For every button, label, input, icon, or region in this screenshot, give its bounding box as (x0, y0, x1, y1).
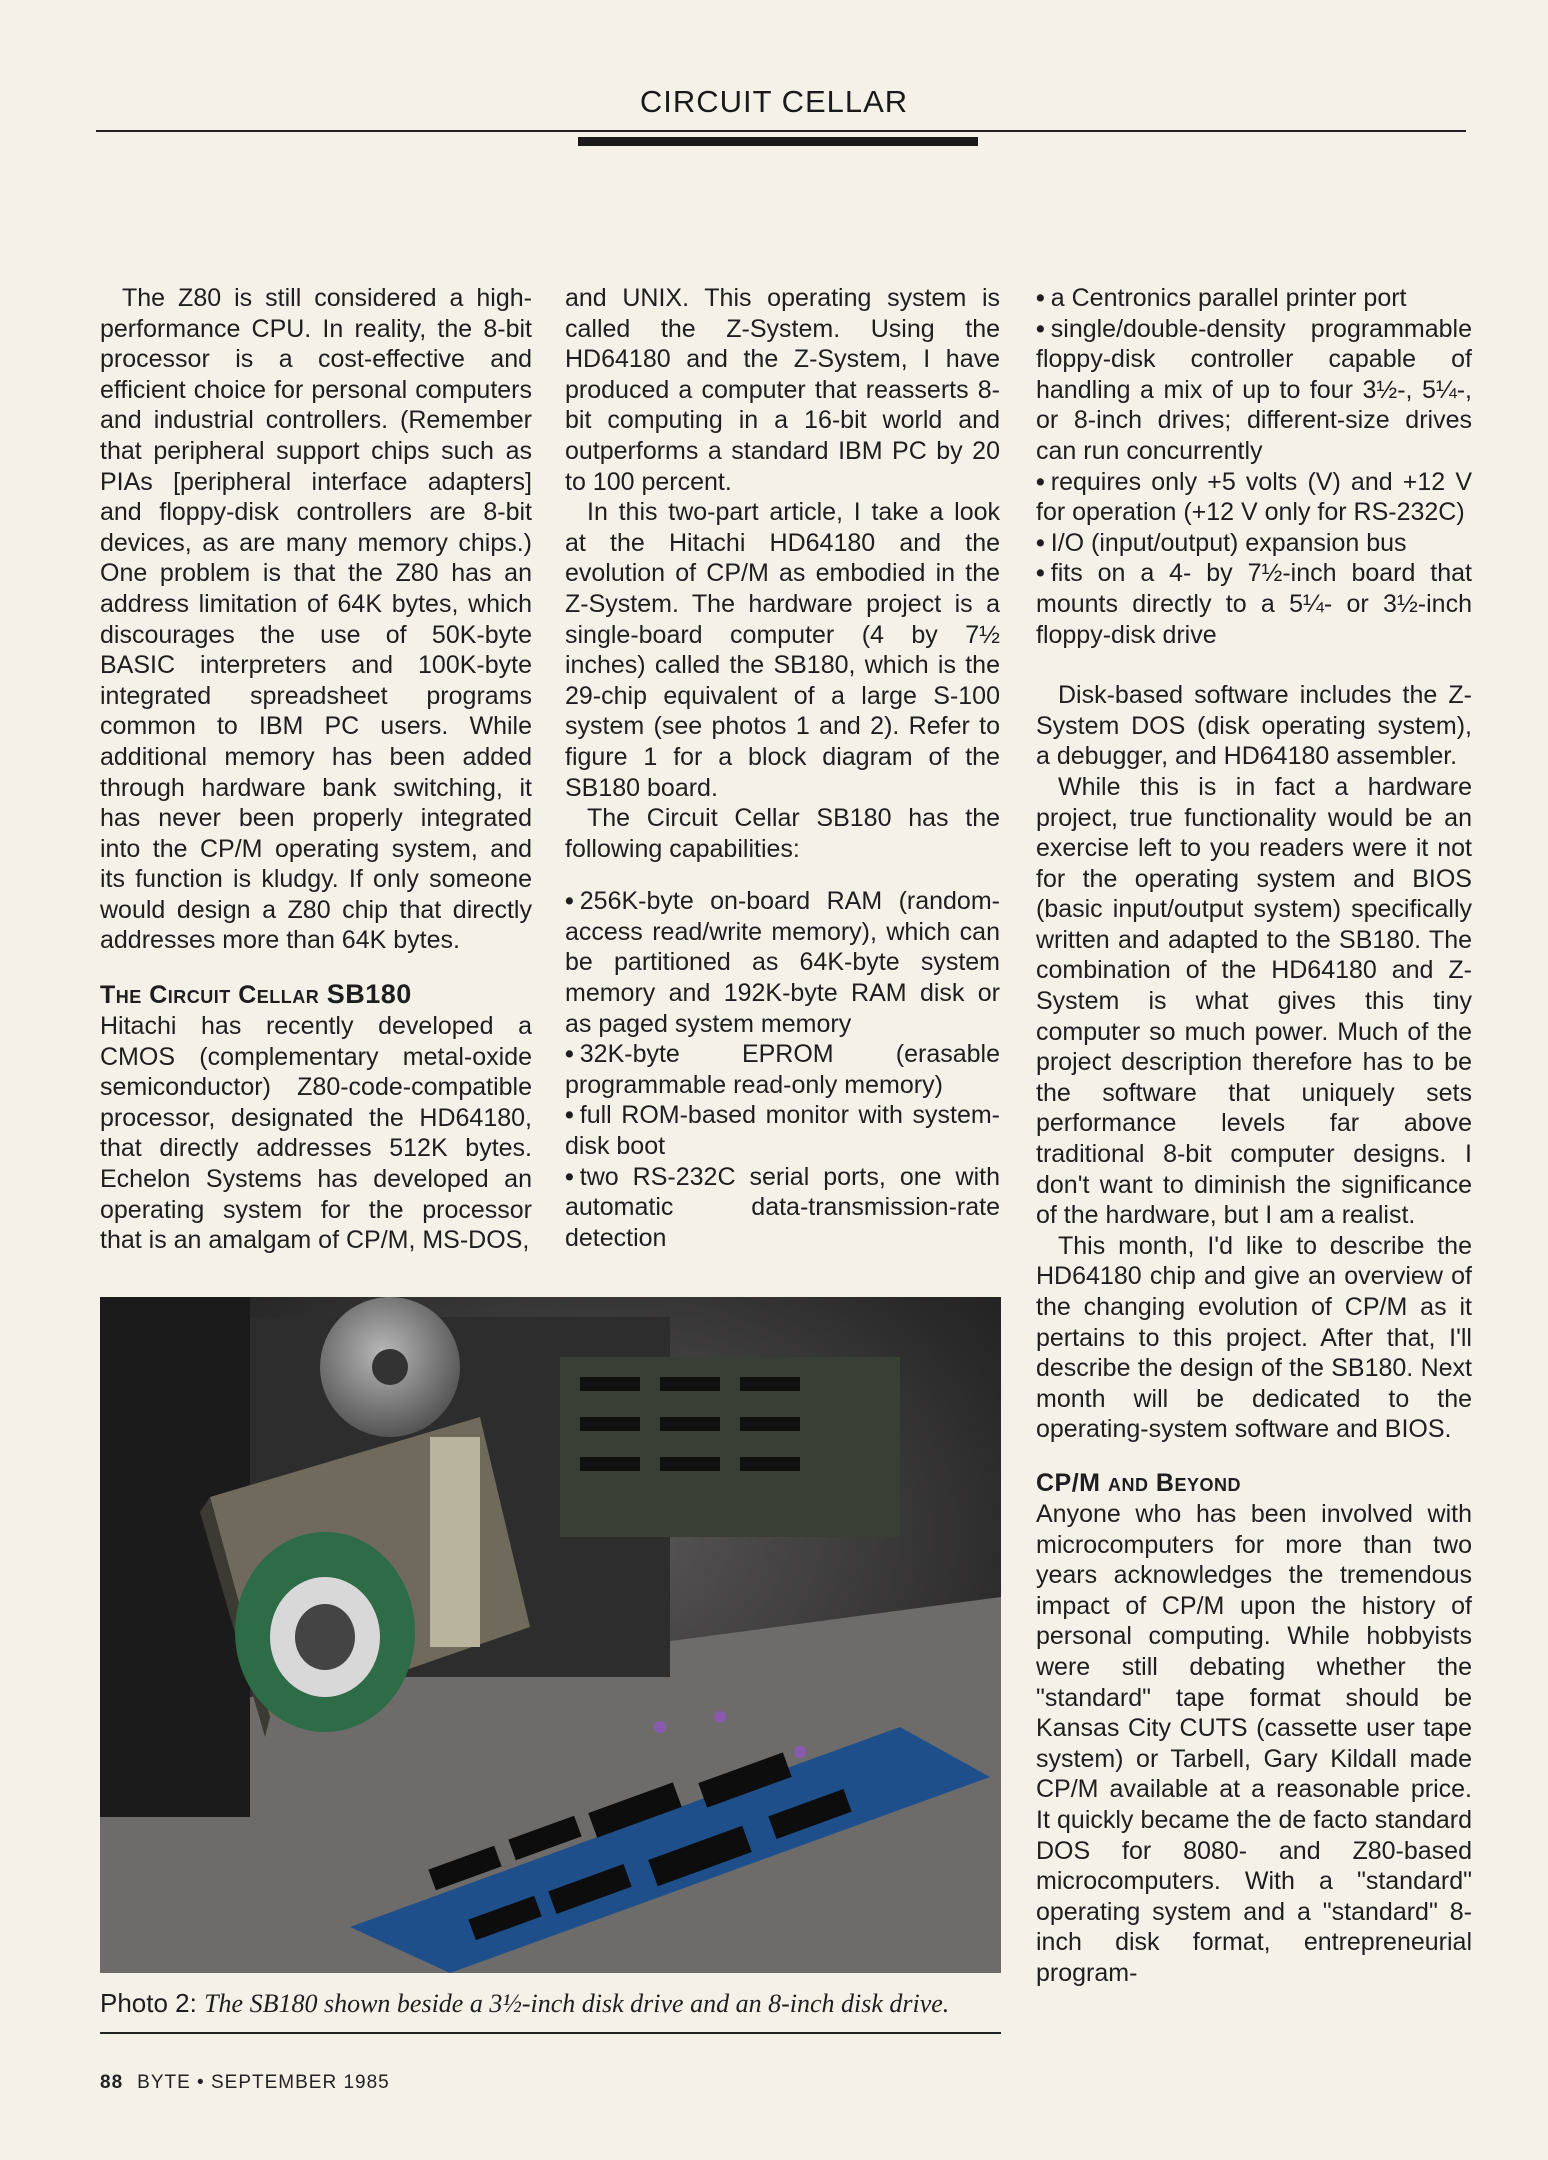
list-item: • fits on a 4- by 7½-inch board that mounts directly to a 5¼- or 3½-inch floppy-disk drive (1036, 559, 1472, 649)
list-item: • two RS-232C serial ports, one with automatic data-transmission-rate detection (565, 1162, 1000, 1252)
paragraph: This month, I'd like to describe the HD64180 chip and give an overview of the changing evolution of CP/M as it pertains to this project. After that, I'll describe the design of the SB180. Next month will be dedicated to the operating-system software and BIOS. (1036, 1231, 1472, 1444)
column-2 (565, 283, 1000, 1253)
paragraph: While this is in fact a hardware project, true functionality would be an exercise left to you readers were it not for the operating system and BIOS (basic input/output system) specifically written and adapted to the SB180. The combination of the HD64180 and Z-System is what gives this tiny computer so much power. Much of the project description therefore has to be the software that uniquely sets performance levels far above traditional 8-bit computer designs. I don't want to diminish the significance of the hardware, but I am a realist. (1036, 772, 1472, 1230)
paragraph: and UNIX. This operating system is called the Z-System. Using the HD64180 and the Z-System, I have produced a computer that reasserts 8-bit computing in a 16-bit world and outperforms a standard IBM PC by 20 to 100 percent. (565, 284, 1000, 496)
photo-caption (100, 1988, 1001, 2019)
paragraph: Hitachi has recently developed a CMOS (complementary metal-oxide semiconductor) Z80-code-compatible processor, designated the HD64180, that directly addresses 512K bytes. Echelon Systems has developed an operating system for the processor that is an amalgam of CP/M, MS-DOS, (100, 1012, 532, 1255)
caption-text: The SB180 shown beside a 3½-inch disk drive and an 8-inch disk drive. (204, 1989, 950, 2018)
bullet-icon: • (1036, 284, 1045, 312)
list-item: • I/O (input/output) expansion bus (1036, 528, 1407, 557)
bullet-icon: • (1036, 314, 1045, 343)
list-item: • 256K-byte on-board RAM (random-access read/write memory), which can be partitioned as 64K-byte system memory and 192K-byte RAM disk or as paged system memory (565, 887, 1000, 1038)
caption-label: Photo 2: (100, 1988, 205, 2018)
list-item: • a Centronics parallel printer port (1036, 284, 1407, 312)
page-footer (100, 2072, 390, 2094)
list-item: • 32K-byte EPROM (erasable programmable read-only memory) (565, 1040, 1000, 1099)
list-item: • requires only +5 volts (V) and +12 V for operation (+12 V only for RS-232C) (1036, 467, 1472, 527)
paragraph: Disk-based software includes the Z-System DOS (disk operating system), a debugger, and HD64180 assembler. (1036, 681, 1472, 771)
paragraph: Anyone who has been involved with microcomputers for more than two years acknowledges the tremendous impact of CP/M upon the history of personal computing. While hobbyists were still debating whether the "standard" tape format should be Kansas City CUTS (cassette user tape system) or Tarbell, Gary Kildall made CP/M available at a reasonable price. It quickly became the de facto standard DOS for 8080- and Z80-based microcomputers. With a "standard" operating system and a "standard" 8-inch disk format, entrepreneurial program- (1036, 1499, 1472, 1987)
column-3 (1036, 283, 1472, 1988)
bullet-icon: • (1036, 559, 1045, 588)
bullet-icon: • (1036, 528, 1045, 557)
bullet-icon: • (565, 1101, 574, 1130)
column-1 (100, 283, 532, 1256)
section-heading: CP/M and Beyond (1036, 1468, 1241, 1497)
header-rule (96, 130, 1466, 132)
running-header (0, 84, 1548, 120)
paragraph: The Z80 is still considered a high-performance CPU. In reality, the 8-bit processor is a cost-effective and efficient choice for personal computers and industrial controllers. (Remember that peripheral support chips such as PIAs [peripheral interface adapters] and floppy-disk controllers are 8-bit devices, as are many memory chips.) One problem is that the Z80 has an address limitation of 64K bytes, which discourages the use of 50K-byte BASIC interpreters and 100K-byte integrated spreadsheet programs common to IBM PC users. While additional memory has been added through hardware bank switching, it has never been properly integrated into the CP/M operating system, and its function is kludgy. If only someone would design a Z80 chip that directly addresses more than 64K bytes. (100, 284, 532, 955)
list-item: • full ROM-based monitor with system-disk boot (565, 1101, 1000, 1161)
magazine-issue: BYTE • SEPTEMBER 1985 (137, 2072, 390, 2093)
section-heading: The Circuit Cellar SB180 (100, 979, 412, 1010)
bullet-icon: • (565, 1040, 574, 1069)
photo-sb180 (100, 1297, 1001, 1973)
bullet-icon: • (1036, 467, 1045, 496)
section-title: CIRCUIT CELLAR (639, 84, 909, 119)
paragraph: The Circuit Cellar SB180 has the following capabilities: (565, 804, 1000, 863)
bullet-icon: • (565, 1162, 574, 1191)
header-bar (578, 137, 978, 146)
list-item: • single/double-density programmable floppy-disk controller capable of handling a mix of up to four 3½-, 5¼-, or 8-inch drives; different-size drives can run concurrently (1036, 314, 1472, 465)
bullet-icon: • (565, 887, 574, 916)
paragraph: In this two-part article, I take a look at the Hitachi HD64180 and the evolution of CP/M as embodied in the Z-System. The hardware project is a single-board computer (4 by 7½ inches) called the SB180, which is the 29-chip equivalent of a large S-100 system (see photos 1 and 2). Refer to figure 1 for a block diagram of the SB180 board. (565, 498, 1000, 802)
caption-rule (100, 2032, 1001, 2034)
photo-illustration (100, 1297, 1001, 1973)
page-number: 88 (100, 2072, 124, 2093)
